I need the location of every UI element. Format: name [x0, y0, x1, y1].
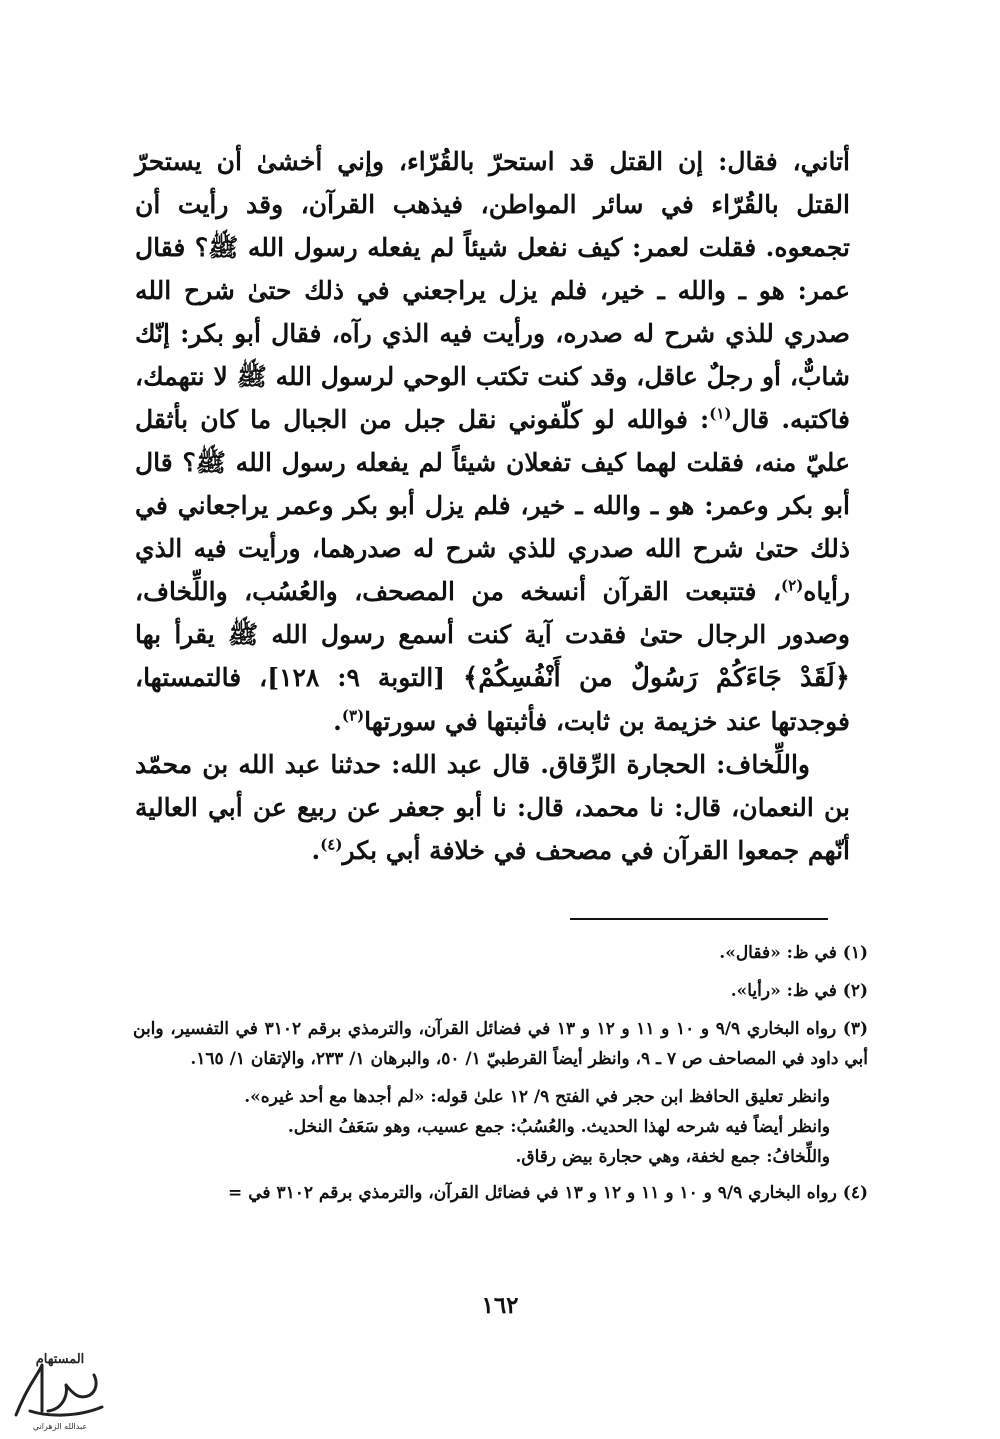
logo-subtext: عبدالله الزهراني	[32, 1422, 88, 1431]
main-text	[135, 140, 850, 872]
footnote-3: (٣) رواه البخاري ٩/٩ و ١٠ و ١١ و ١٢ و ١٣ في فضائل القرآن، والترمذي برقم ٣١٠٢ في التفسير، وابن أبي داود في المصاحف ص ٧ ـ ٩، وانظر أيضاً القرطبيّ ١/ ٥٠، والبرهان ١/ ٢٣٣، والإتقان ١/ ١٦٥.	[133, 1019, 869, 1069]
page-number: ١٦٢	[481, 1292, 519, 1319]
footnote-ref-2[interactable]: (٢)	[781, 576, 804, 595]
paragraph-1-text-b: : فوالله لو كلّفوني نقل جبل من الجبال ما كان بأثقل عليّ منه، فقلت لهما كيف تفعلان شيئاً لم يفعله رسول الله ﷺ؟ قال أبو بكر وعمر: هو ـ والله ـ خير، فلم يزل أبو بكر وعمر يراجعاني في ذلك حتىٰ شرح الله صدري للذي شرح له صدرهما، ورأيت فيه الذي رأياه	[135, 405, 850, 606]
paragraph-1-text-e: .	[333, 707, 342, 736]
paragraph-1-text-c: ، فتتبعت القرآن أنسخه من المصحف، والعُسُب، واللِّخاف، وصدور الرجال حتىٰ فقدت آية كنت أسمع رسول الله ﷺ يقرأ بها	[135, 577, 850, 649]
footnote-divider	[570, 918, 828, 920]
footnote-1: (١) في ظ: «فقال».	[719, 943, 868, 963]
logo-strokes	[16, 1365, 102, 1415]
paragraph-1-text-d: [التوبة ٩: ١٢٨]، فالتمستها، فوجدتها عند خزيمة بن ثابت، فأثبتها في سورتها	[135, 663, 850, 736]
paragraph-2	[135, 743, 850, 872]
footnote-3-note-1: وانظر تعليق الحافظ ابن حجر في الفتح ٩/ ١٢ علىٰ قوله: «لم أجدها مع أحد غيره».	[244, 1087, 830, 1107]
quran-verse: ﴿لَقَدْ جَاءَكُمْ رَسُولٌ من أَنْفُسِكُمْ﴾	[463, 663, 851, 693]
logo-text: المستهام	[35, 1352, 85, 1367]
footnote-3-note-3: واللِّخافُ: جمع لخفة، وهي حجارة بيض رقاق.	[515, 1147, 830, 1167]
calligraphy-logo	[8, 1345, 108, 1433]
footnote-3-note-2: وانظر أيضاً فيه شرحه لهذا الحديث. والعُسُبُ: جمع عسيب، وهو سَعَفُ النخل.	[287, 1117, 830, 1137]
paragraph-2-text-b: .	[311, 836, 321, 865]
paragraph-2-text-a: واللِّخاف: الحجارة الرِّقاق. قال عبد الله: حدثنا عبد الله بن محمّد بن النعمان، قال: نا محمد، قال: نا أبو جعفر عن ربيع عن أبي العالية أنّهم جمعوا القرآن في مصحف في خلافة أبي بكر	[135, 750, 850, 865]
paragraph-1	[135, 140, 850, 743]
footnote-4: (٤) رواه البخاري ٩/٩ و ١٠ و ١١ و ١٢ و ١٣ في فضائل القرآن، والترمذي برقم ٣١٠٢ في =	[228, 1183, 868, 1203]
footnote-2: (٢) في ظ: «رأيا».	[730, 981, 868, 1001]
footnote-ref-3[interactable]: (٣)	[341, 706, 365, 725]
footnote-ref-4[interactable]: (٤)	[320, 835, 343, 854]
paragraph-1-text-a: أتاني، فقال: إن القتل قد استحرّ بالقُرّاء، وإني أخشىٰ أن يستحرّ القتل بالقُرّاء في سائر المواطن، فيذهب القرآن، وقد رأيت أن تجمعوه. فقلت لعمر: كيف نفعل شيئاً لم يفعله رسول الله ﷺ؟ فقال عمر: هو ـ والله ـ خير، فلم يزل يراجعني في ذلك حتىٰ شرح الله صدري للذي شرح له صدره، ورأيت فيه الذي رآه، فقال أبو بكر: إنّك شابٌّ، أو رجلٌ عاقل، وقد كنت تكتب الوحي لرسول الله ﷺ لا نتهمك، فاكتبه. قال	[135, 147, 851, 434]
footnote-ref-1[interactable]: (١)	[709, 404, 732, 423]
footnotes	[133, 938, 868, 1216]
